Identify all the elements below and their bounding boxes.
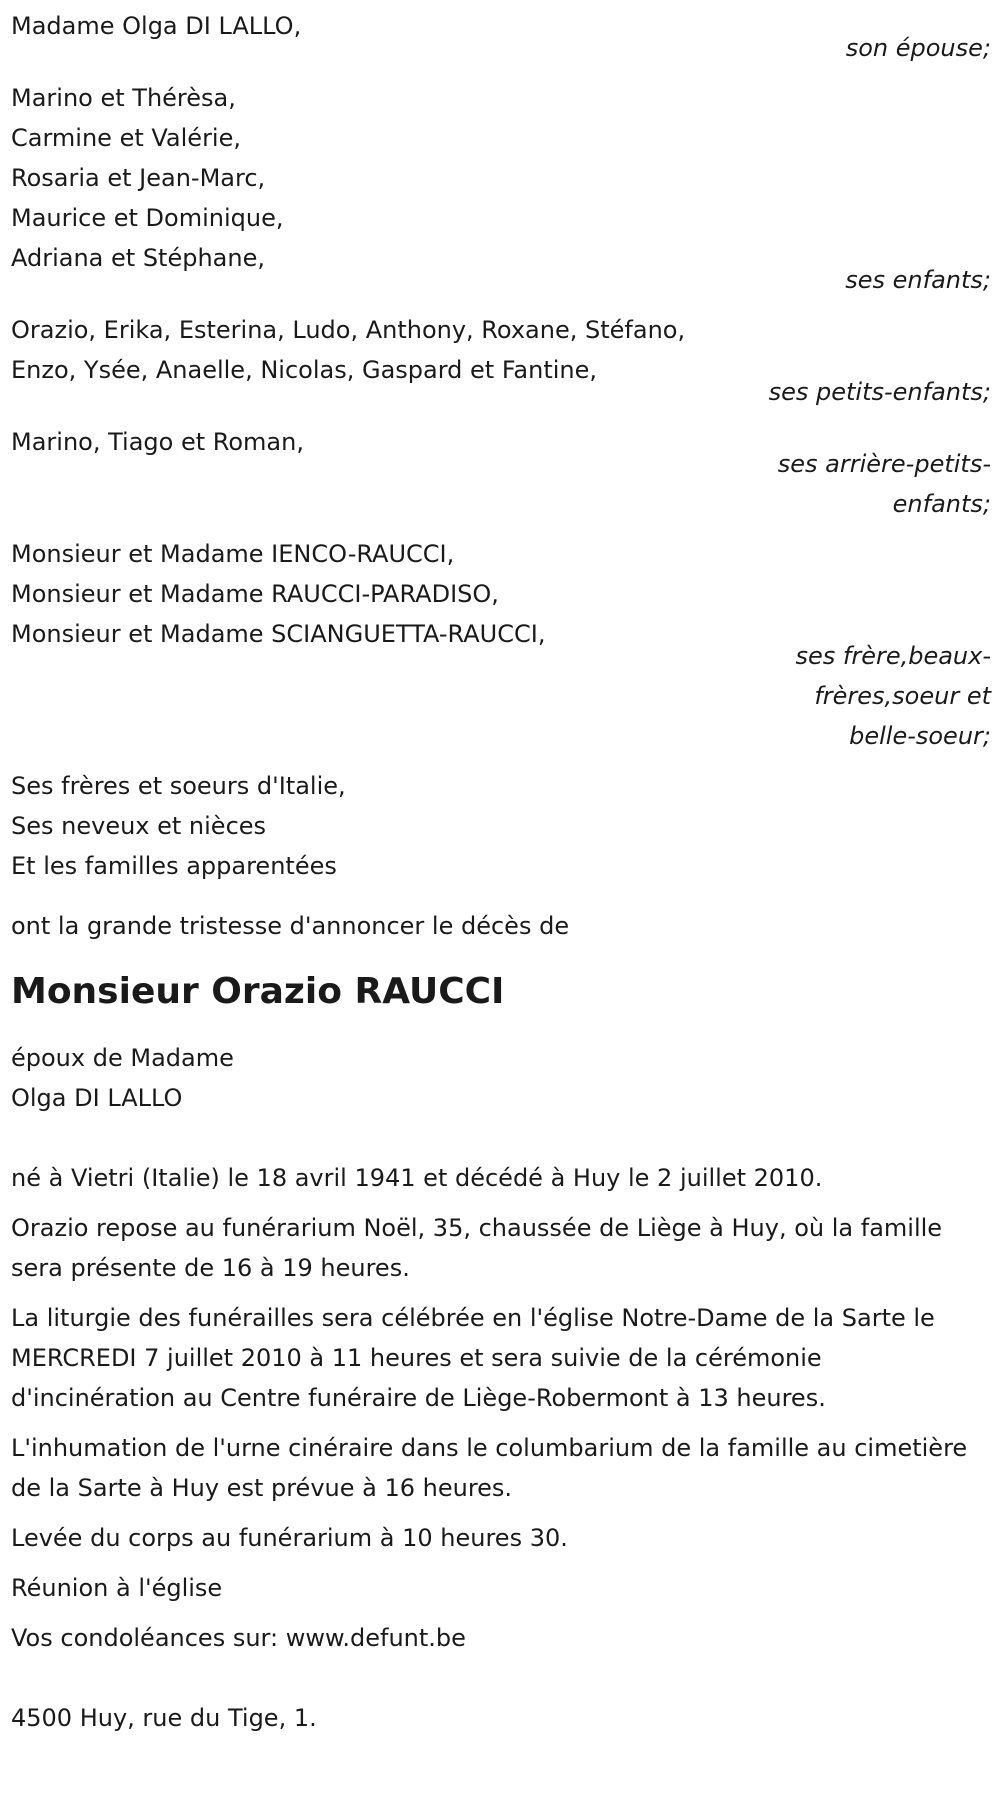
siblings-group xyxy=(11,534,991,756)
great-grandchildren-role-line: ses arrière-petits- xyxy=(777,450,991,478)
children-role: ses enfants; xyxy=(845,266,991,294)
relatives-line: Ses frères et soeurs d'Italie, xyxy=(11,772,346,800)
spouse-group xyxy=(11,6,991,68)
spouse-line: Madame Olga DI LALLO, xyxy=(11,12,302,40)
sibling-line: Monsieur et Madame IENCO-RAUCCI, xyxy=(11,540,455,568)
grandchildren-group xyxy=(11,310,991,412)
grandchild-line: Enzo, Ysée, Anaelle, Nicolas, Gaspard et Fantine, xyxy=(11,356,598,384)
child-line: Adriana et Stéphane, xyxy=(11,244,265,272)
siblings-role-line: frères,soeur et xyxy=(814,682,991,710)
child-line: Maurice et Dominique, xyxy=(11,204,284,232)
siblings-role xyxy=(776,636,991,756)
relatives-line: Ses neveux et nièces xyxy=(11,812,267,840)
sibling-line: Monsieur et Madame RAUCCI-PARADISO, xyxy=(11,580,499,608)
sibling-line: Monsieur et Madame SCIANGUETTA-RAUCCI, xyxy=(11,620,546,648)
deceased-name: Monsieur Orazio RAUCCI xyxy=(11,971,505,1012)
great-grandchildren-role xyxy=(776,444,991,524)
spouse-role: son épouse; xyxy=(845,34,991,62)
great-grandchildren-group xyxy=(11,422,991,524)
siblings-role-line: belle-soeur; xyxy=(849,722,991,750)
obituary-content xyxy=(11,0,991,1738)
spouse-of-line: époux de Madame xyxy=(11,1044,234,1072)
relatives-line: Et les familles apparentées xyxy=(11,852,337,880)
grandchild-line: Orazio, Erika, Esterina, Ludo, Anthony, Roxane, Stéfano, xyxy=(11,316,686,344)
relatives-group xyxy=(11,766,991,886)
great-grandchild-line: Marino, Tiago et Roman, xyxy=(11,428,304,456)
child-line: Carmine et Valérie, xyxy=(11,124,241,152)
condolences-paragraph: Vos condoléances sur: www.defunt.be xyxy=(11,1624,466,1652)
funerarium-paragraph: Orazio repose au funérarium Noël, 35, chaussée de Liège à Huy, où la famille sera présente de 16 à 19 heures. xyxy=(11,1214,943,1282)
spouse-of-group xyxy=(11,1038,991,1118)
children-group xyxy=(11,78,991,300)
siblings-role-line: ses frère,beaux- xyxy=(795,642,991,670)
liturgy-paragraph: La liturgie des funérailles sera célébrée en l'église Notre-Dame de la Sarte le MERCREDI 7 juillet 2010 à 11 heures et sera suivie de la cérémonie d'incinération au Centre funéraire de Liège-Robermont à 13 heures. xyxy=(11,1304,935,1412)
reunion-paragraph: Réunion à l'église xyxy=(11,1574,223,1602)
child-line: Rosaria et Jean-Marc, xyxy=(11,164,266,192)
child-line: Marino et Thérèsa, xyxy=(11,84,236,112)
announcement-text: ont la grande tristesse d'annoncer le décès de xyxy=(11,912,570,940)
details-section xyxy=(11,1158,991,1658)
levee-paragraph: Levée du corps au funérarium à 10 heures 30. xyxy=(11,1524,568,1552)
inhumation-paragraph: L'inhumation de l'urne cinéraire dans le columbarium de la famille au cimetière de la Sarte à Huy est prévue à 16 heures. xyxy=(11,1434,968,1502)
birth-death-paragraph: né à Vietri (Italie) le 18 avril 1941 et décédé à Huy le 2 juillet 2010. xyxy=(11,1164,823,1192)
spouse-of-line: Olga DI LALLO xyxy=(11,1084,183,1112)
great-grandchildren-role-line: enfants; xyxy=(892,490,991,518)
grandchildren-role: ses petits-enfants; xyxy=(768,378,991,406)
address-line: 4500 Huy, rue du Tige, 1. xyxy=(11,1704,317,1732)
